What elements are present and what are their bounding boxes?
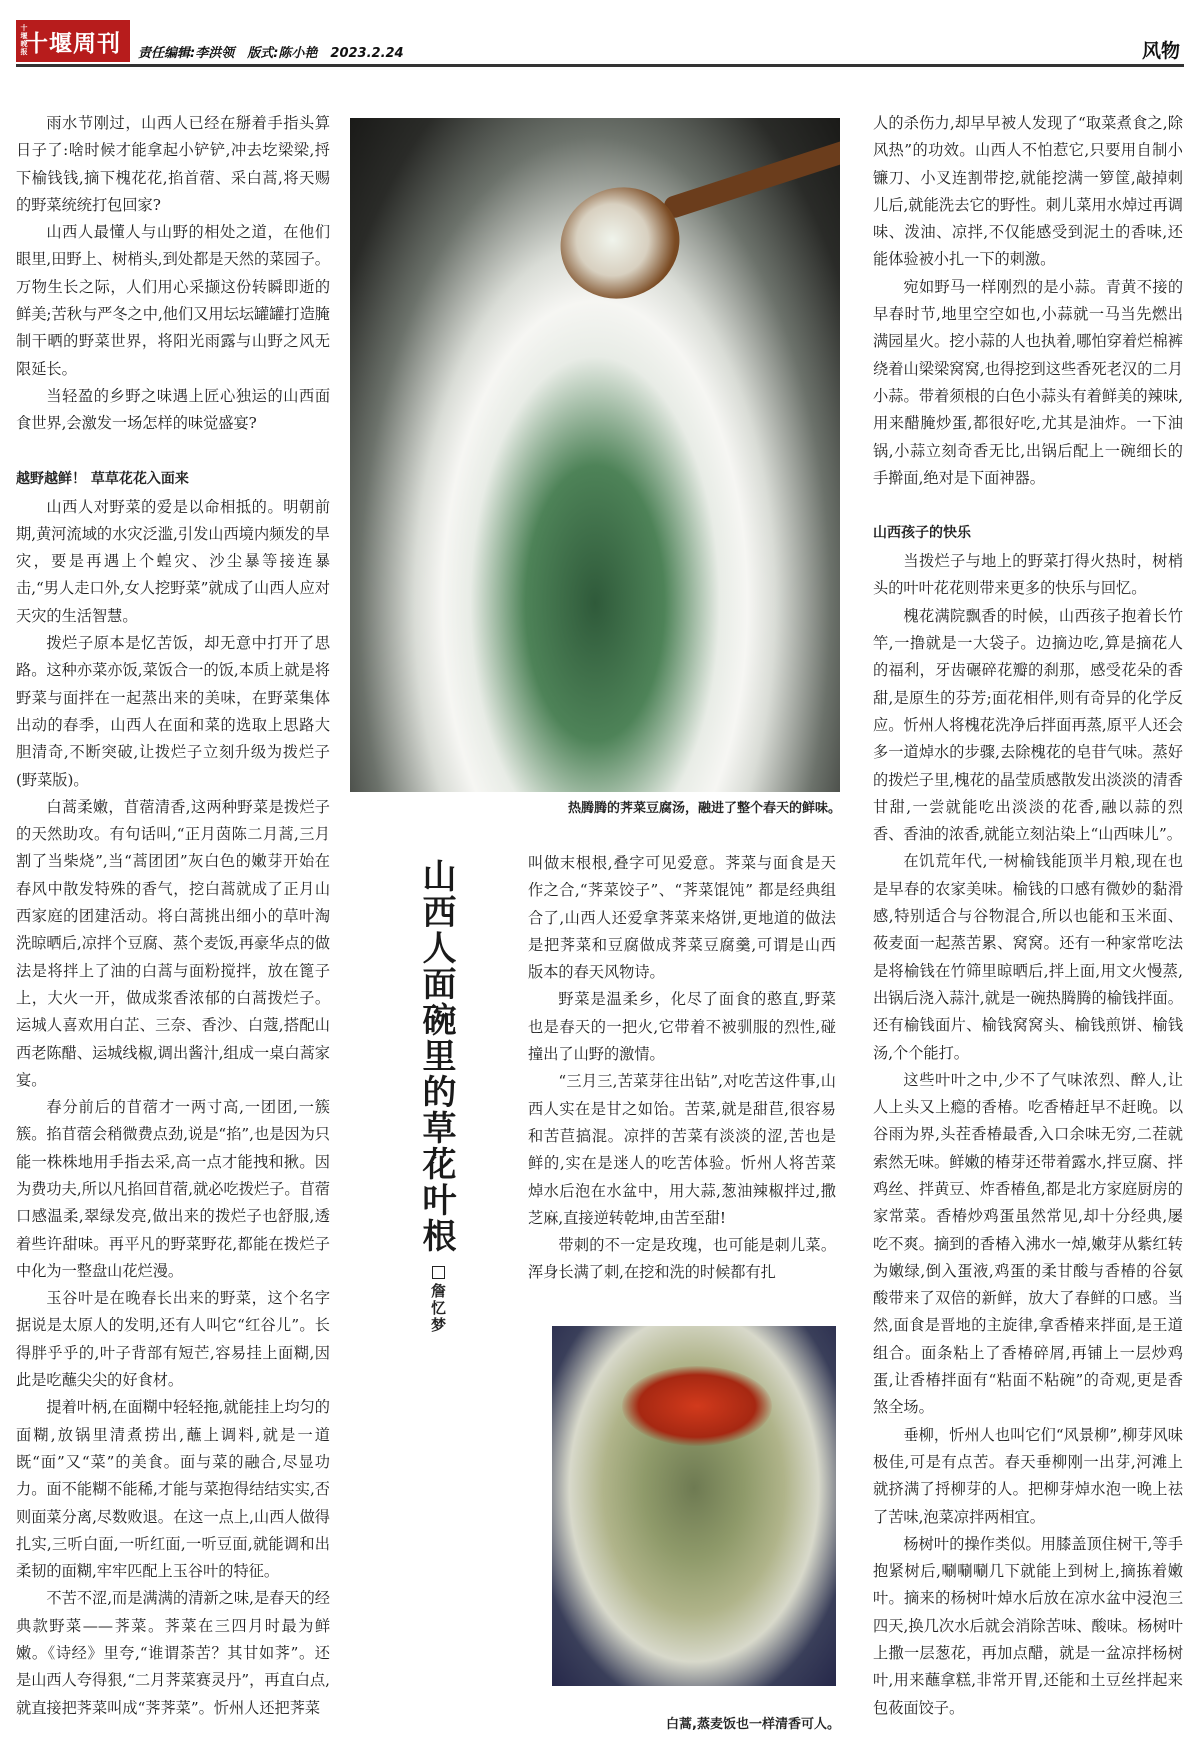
paragraph: 在饥荒年代,一树榆钱能顶半月粮,现在也是早春的农家美味。榆钱的口感有微妙的黏滑感,特别适合与谷物混合,所以也能和玉米面、莜麦面一起蒸苦累、窝窝。还有一种家常吃法是将榆钱在竹筛里晾晒后,拌上面,用文火慢蒸,出锅后浇入蒜汁,就是一碗热腾腾的榆钱拌面。还有榆钱面片、榆钱窝窝头、榆钱煎饼、榆钱汤,个个能打。 (873, 852, 1183, 1062)
header-rule (16, 64, 1184, 67)
subheading: 山西孩子的快乐 (873, 525, 971, 542)
paragraph: 山西人最懂人与山野的相处之道，在他们眼里,田野上、树梢头,到处都是天然的菜园子。万物生长之际，人们用心采撷这份转瞬即逝的鲜美;苦秋与严冬之中,他们又用坛坛罐罐打造腌制干晒的野菜世界，将阳光雨露与山野之风无限延长。 (16, 223, 330, 378)
paragraph: 这些叶叶之中,少不了气味浓烈、醉人,让人上头又上瘾的香椿。吃香椿赶早不赶晚。以谷雨为界,头茬香椿最香,入口余味无穷,二茬就索然无味。鲜嫩的椿芽还带着露水,拌豆腐、拌鸡丝、拌黄豆、炸香椿鱼,都是北方家庭厨房的家常菜。香椿炒鸡蛋虽然常见,却十分经典,屡吃不爽。摘到的香椿入沸水一焯,嫩芽从紫红转为嫩绿,倒入蛋液,鸡蛋的柔甘酸与香椿的谷氨酸带来了双倍的新鲜，放大了春鲜的口感。当然,面食是晋地的主旋律,拿香椿来拌面,是王道组合。面条粘上了香椿碎屑,再铺上一层炒鸡蛋,让香椿拌面有“粘面不粘碗”的奇观,更是香煞全场。 (873, 1070, 1183, 1417)
editor-info: 责任编辑:李洪领 版式:陈小艳 2023.2.24 (138, 46, 404, 61)
paragraph: 提着叶柄,在面糊中轻轻拖,就能挂上均匀的面糊,放锅里清煮捞出,蘸上调料,就是一道既“面”又“菜”的美食。面与菜的融合,尽显功力。面不能糊不能稀,才能与菜抱得结结实实,否则面菜分离,尽数败退。在这一点上,山西人做得扎实,三听白面,一听红面,一听豆面,就能调和出柔韧的面糊,牢牢匹配上玉谷叶的特征。 (16, 1398, 330, 1581)
masthead-title: 十堰周刊 (25, 30, 121, 57)
dish-photo (552, 1326, 836, 1686)
paragraph: “三月三,苦菜芽往出钻”,对吃苦这件事,山西人实在是甘之如饴。苦菜,就是甜苣,很容易和苦苣搞混。凉拌的苦菜有淡淡的涩,苦也是鲜的,实在是迷人的吃苦体验。忻州人将苦菜焯水后泡在水盆中，用大蒜,葱油辣椒拌过,撒芝麻,直接逆转乾坤,由苦至甜! (528, 1072, 836, 1227)
article-title: 山西人面碗里的草花叶根 (416, 858, 456, 1254)
spoon-handle (661, 138, 840, 221)
paragraph: 叫做末根根,叠字可见爱意。荠菜与面食是天作之合,“荠菜饺子”、“荠菜馄饨” 都是经典组合了,山西人还爱拿荠菜来烙饼,更地道的做法是把荠菜和豆腐做成荠菜豆腐羹,可谓是山西版本的春天风物诗。 (528, 854, 836, 982)
paragraph: 宛如野马一样刚烈的是小蒜。青黄不接的早春时节,地里空空如也,小蒜就一马当先燃出满园星火。挖小蒜的人也执着,哪怕穿着烂棉裤绕着山梁梁窝窝,也得挖到这些香死老汉的二月小蒜。带着须根的白色小蒜头有着鲜美的辣味,用来醋腌炒蛋,都很好吃,尤其是油炸。一下油锅,小蒜立刻奇香无比,出锅后配上一碗细长的手擀面,绝对是下面神器。 (873, 277, 1183, 487)
paragraph: 玉谷叶是在晚春长出来的野菜，这个名字据说是太原人的发明,还有人叫它“红谷儿”。长得胖乎乎的,叶子背部有短芒,容易挂上面糊,因此是吃蘸尖尖的好食材。 (16, 1289, 330, 1390)
paragraph: 人的杀伤力,却早早被人发现了“取菜煮食之,除风热”的功效。山西人不怕惹它,只要用自制小镰刀、小叉连割带挖,就能挖满一箩筐,敲掉刺儿后,就能洗去它的野性。刺儿菜用水焯过再调味、泼油、凉拌,不仅能感受到泥土的香味,还能体验被小扎一下的刺激。 (873, 114, 1183, 269)
masthead-logo (16, 20, 130, 62)
paragraph: 当拨烂子与地上的野菜打得火热时，树梢头的叶叶花花则带来更多的快乐与回忆。 (873, 552, 1183, 598)
subheading: 越野越鲜！ 草草花花入面来 (16, 470, 189, 487)
paragraph: 野菜是温柔乡，化尽了面食的憨直,野菜也是春天的一把火,它带着不被驯服的烈性,碰撞出了山野的激情。 (528, 990, 836, 1064)
paragraph: 杨树叶的操作类似。用膝盖顶住树干,等手抱紧树后,唰唰唰几下就能上到树上,摘拣着嫩叶。摘来的杨树叶焯水后放在凉水盆中浸泡三四天,换几次水后就会消除苦味、酸味。杨树叶上撒一层葱花，再加点醋，就是一盆凉拌杨树叶,用来蘸拿糕,非常开胃,还能和土豆丝拌起来包莜面饺子。 (873, 1534, 1183, 1717)
paragraph: 当轻盈的乡野之味遇上匠心独运的山西面食世界,会激发一场怎样的味觉盛宴? (16, 386, 330, 433)
paragraph: 垂柳，忻州人也叫它们“风景柳”,柳芽风味极佳,可是有点苦。春天垂柳刚一出芽,河滩上就挤满了捋柳芽的人。把柳芽焯水泡一晚上祛了苦味,泡菜凉拌两相宜。 (873, 1425, 1183, 1526)
author-marker-icon (432, 1266, 445, 1279)
author-byline (428, 1266, 449, 1334)
spoon-bowl (545, 171, 695, 315)
author-name: 詹忆梦 (429, 1283, 447, 1334)
photo-caption: 热腾腾的荠菜豆腐汤，融进了整个春天的鲜味。 (567, 801, 841, 816)
chili-topping (622, 1366, 772, 1446)
paragraph: 春分前后的苜蓿才一两寸高,一团团,一簇簇。掐苜蓿会稍微费点劲,说是“掐”,也是因为只能一株株地用手指去采,高一点才能拽和揪。因为费功夫,所以凡掐回苜蓿,就必吃拨烂子。苜蓿口感温柔,翠绿发亮,做出来的拨烂子也舒服,透着些许甜味。再平凡的野菜野花,都能在拨烂子中化为一整盘山花烂漫。 (16, 1098, 330, 1280)
paragraph: 槐花满院飘香的时候，山西孩子抱着长竹竿,一撸就是一大袋子。边摘边吃,算是摘花人的福利，牙齿碾碎花瓣的刹那，感受花朵的香甜,是原生的芬芳;面花相伴,则有奇异的化学反应。忻州人将槐花洗净后拌面再蒸,原平人还会多一道焯水的步骤,去除槐花的皂苷气味。蒸好的拨烂子里,槐花的晶莹质感散发出淡淡的清香甘甜,一尝就能吃出淡淡的花香,融以蒜的烈香、香油的浓香,就能立刻沾染上“山西味儿”。 (873, 606, 1183, 844)
column-right (873, 110, 1183, 1722)
paragraph: 白蒿柔嫩，苜蓿清香,这两种野菜是拨烂子的天然助攻。有句话叫,“正月茵陈二月蒿,三月割了当柴烧”,当“蒿团团”灰白色的嫩芽开始在春风中散发特殊的香气，挖白蒿就成了正月山西家庭的团建活动。将白蒿挑出细小的草叶淘洗晾晒后,凉拌个豆腐、蒸个麦饭,再豪华点的做法是将拌上了油的白蒿与面粉搅拌，放在篦子上，大火一开，做成浆香浓郁的白蒿拨烂子。运城人喜欢用白芷、三奈、香沙、白蔻,搭配山西老陈醋、运城线椒,调出酱汁,组成一桌白蒿家宴。 (16, 797, 330, 1089)
paragraph: 拨烂子原本是忆苦饭，却无意中打开了思路。这种亦菜亦饭,菜饭合一的饭,本质上就是将野菜与面拌在一起蒸出来的美味，在野菜集体出动的春季，山西人在面和菜的选取上思路大胆清奇,不断突破,让拨烂子立刻升级为拨烂子(野菜版)。 (16, 634, 330, 789)
paragraph: 不苦不涩,而是满满的清新之味,是春天的经典款野菜——荠菜。荠菜在三四月时最为鲜嫩。《诗经》里夸,“谁谓荼苦？其甘如荠”。还是山西人夸得狠,“二月荠菜赛灵丹”，再直白点,就直接把荠菜叫成“荠荠菜”。忻州人还把荠菜 (16, 1589, 330, 1717)
paragraph: 带刺的不一定是玫瑰，也可能是刺儿菜。浑身长满了刺,在挖和洗的时候都有扎 (528, 1236, 836, 1282)
paragraph: 山西人对野菜的爱是以命相抵的。明朝前期,黄河流域的水灾泛滥,引发山西境内频发的旱灾，要是再遇上个蝗灾、沙尘暴等接连暴击,“男人走口外,女人挖野菜”就成了山西人应对天灾的生活智慧。 (16, 497, 330, 625)
photo-caption: 白蒿,蒸麦饭也一样清香可人。 (666, 1717, 840, 1732)
paragraph: 雨水节刚过，山西人已经在掰着手指头算日子了:啥时候才能拿起小铲铲,冲去圪梁梁,捋下榆钱钱,摘下槐花花,掐首蓿、采白蒿,将天赐的野菜统统打包回家? (16, 114, 330, 214)
column-left (16, 110, 330, 1722)
masthead-small-text: 十堰晚报 (20, 24, 28, 56)
column-middle (528, 850, 836, 1287)
soup-photo (350, 118, 840, 792)
section-name: 风物 (1141, 40, 1180, 62)
